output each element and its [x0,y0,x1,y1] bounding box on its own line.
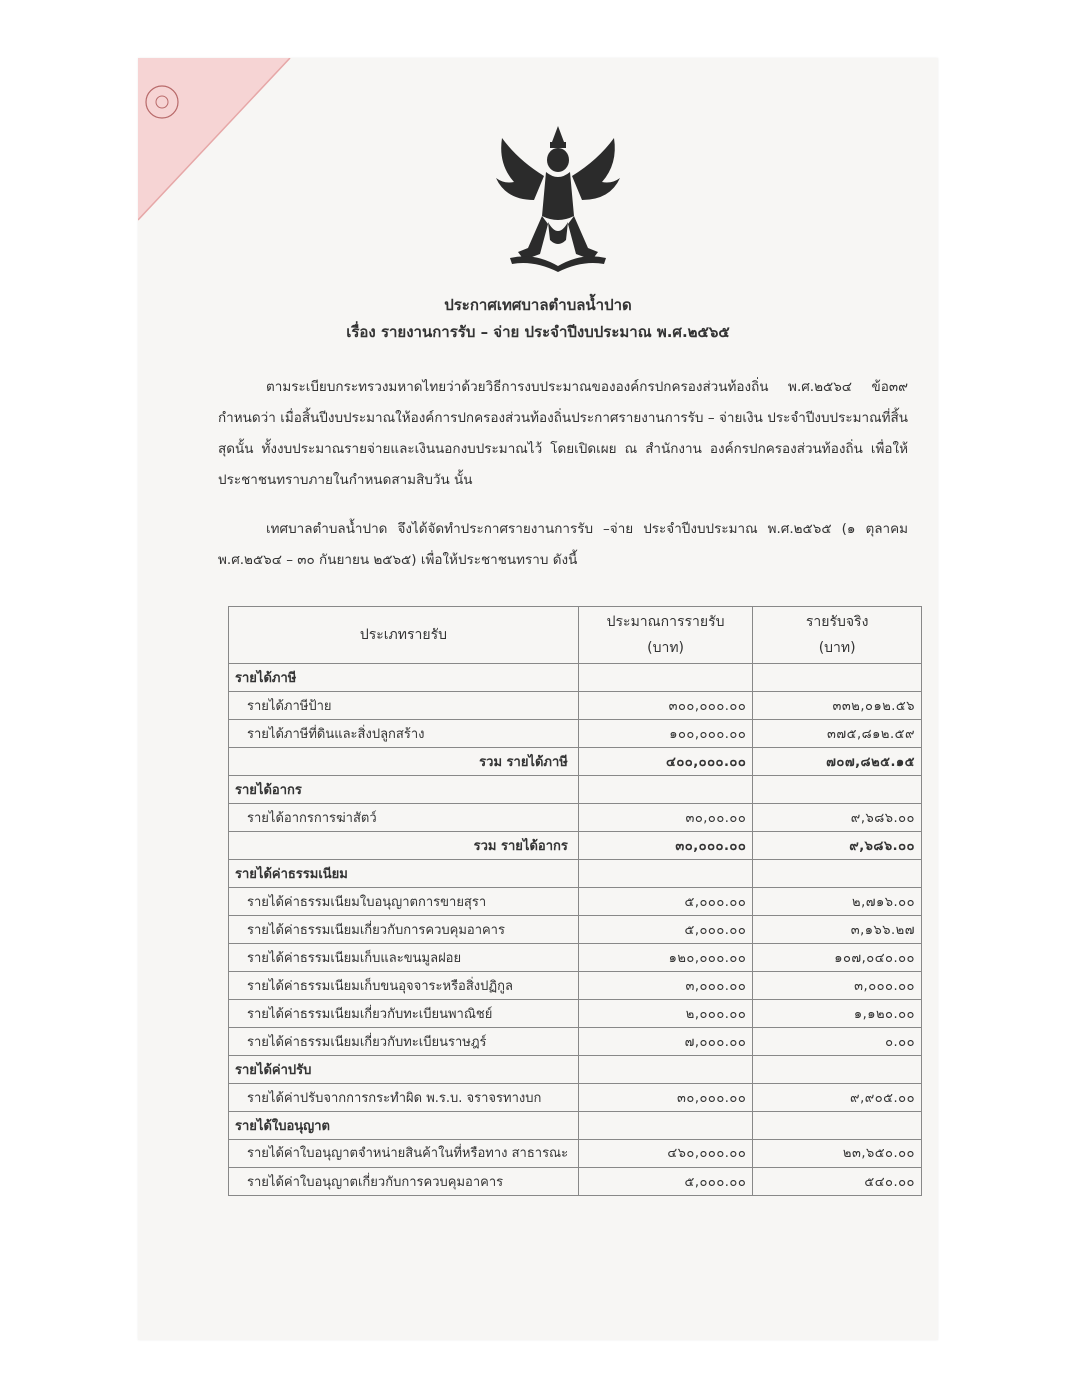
table-row [229,1084,922,1112]
row-label: รายได้ภาษีป้าย [229,692,579,720]
row-estimate: ๒,๐๐๐.๐๐ [578,1000,752,1028]
row-label: รายได้ค่าธรรมเนียมเกี่ยวกับทะเบียนราษฎร์ [229,1028,579,1056]
revenue-table [228,606,922,1196]
header-revenue-type: ประเภทรายรับ [229,607,579,664]
row-label: รายได้อากร [229,776,579,804]
body-paragraph-2: เทศบาลตำบลน้ำปาด จึงได้จัดทำประกาศรายงานการรับ –จ่าย ประจำปีงบประมาณ พ.ศ.๒๕๖๕ (๑ ตุลาคม พ.ศ.๒๕๖๔ – ๓๐ กันยายน ๒๕๖๕) เพื่อให้ประชาชนทราบ ดังนี้ [218,521,908,568]
row-label: รายได้ค่าธรรมเนียมเก็บขนอุจจาระหรือสิ่งปฏิกูล [229,972,579,1000]
row-label: รายได้ภาษี [229,664,579,692]
header-actual [753,607,922,664]
row-actual [753,1056,922,1084]
table-row [229,804,922,832]
table-row [229,1056,922,1084]
row-actual: ๒๓,๖๕๐.๐๐ [753,1140,922,1168]
row-actual: ๓,๐๐๐.๐๐ [753,972,922,1000]
row-actual [753,860,922,888]
header-estimate-label: ประมาณการรายรับ [606,614,725,630]
row-estimate: ๕,๐๐๐.๐๐ [578,1168,752,1196]
row-actual: ๙,๖๘๖.๐๐ [753,804,922,832]
row-label: รายได้ค่าธรรมเนียมเกี่ยวกับทะเบียนพาณิชย์ [229,1000,579,1028]
row-actual: ๕๔๐.๐๐ [753,1168,922,1196]
row-estimate: ๓๐,๐๐๐.๐๐ [578,832,752,860]
row-estimate [578,1056,752,1084]
row-actual: ๓๗๕,๘๑๒.๕๙ [753,720,922,748]
row-label: รายได้ค่าใบอนุญาตเกี่ยวกับการควบคุมอาคาร [229,1168,579,1196]
header-actual-label: รายรับจริง [805,614,869,630]
row-estimate: ๓๐,๐๐.๐๐ [578,804,752,832]
row-label: รายได้ค่าธรรมเนียมใบอนุญาตการขายสุรา [229,888,579,916]
table-row [229,692,922,720]
row-estimate [578,1112,752,1140]
header-estimate-unit: (บาท) [647,640,685,656]
table-row [229,748,922,776]
row-estimate: ๓๐๐,๐๐๐.๐๐ [578,692,752,720]
row-estimate [578,860,752,888]
table-row [229,944,922,972]
row-actual: ๓๓๒,๐๑๒.๕๖ [753,692,922,720]
row-actual: ๙,๙๐๕.๐๐ [753,1084,922,1112]
header-actual-unit: (บาท) [818,640,856,656]
row-estimate: ๓๐,๐๐๐.๐๐ [578,1084,752,1112]
table-row [229,1000,922,1028]
department-stamp [138,58,298,228]
table-row [229,1168,922,1196]
row-label: รายได้ค่าใบอนุญาตจำหน่ายสินค้าในที่หรือทาง สาธารณะ [229,1140,579,1168]
body-paragraph-1: ตามระเบียบกระทรวงมหาดไทยว่าด้วยวิธีการงบประมาณขององค์กรปกครองส่วนท้องถิ่น พ.ศ.๒๕๖๔ ข้อ๓๙ กำหนดว่า เมื่อสิ้นปีงบประมาณให้องค์การปกครองส่วนท้องถิ่นประกาศรายงานการรับ – จ่ายเงิน ประจำปีงบประมาณที่สิ้นสุดนั้น ทั้งงบประมาณรายจ่ายและเงินนอกงบประมาณไว้ โดยเปิดเผย ณ สำนักงาน องค์กรปกครองส่วนท้องถิ่น เพื่อให้ประชาชนทราบภายในกำหนดสามสิบวัน นั้น [218,379,908,488]
row-estimate: ๔๖๐,๐๐๐.๐๐ [578,1140,752,1168]
row-actual: ๗๐๗,๘๒๕.๑๕ [753,748,922,776]
table-row [229,1028,922,1056]
row-estimate [578,664,752,692]
row-estimate: ๓,๐๐๐.๐๐ [578,972,752,1000]
row-label: รายได้ภาษีที่ดินและสิ่งปลูกสร้าง [229,720,579,748]
row-estimate: ๑๒๐,๐๐๐.๐๐ [578,944,752,972]
table-row [229,832,922,860]
table-row [229,916,922,944]
row-label: รวม รายได้ภาษี [229,748,579,776]
row-estimate: ๑๐๐,๐๐๐.๐๐ [578,720,752,748]
row-actual: ๑,๑๒๐.๐๐ [753,1000,922,1028]
row-actual: ๓,๑๖๖.๒๗ [753,916,922,944]
row-actual [753,1112,922,1140]
table-row [229,972,922,1000]
row-estimate: ๕,๐๐๐.๐๐ [578,888,752,916]
row-actual [753,664,922,692]
row-estimate: ๕,๐๐๐.๐๐ [578,916,752,944]
table-row [229,720,922,748]
table-row [229,888,922,916]
garuda-emblem-icon [488,120,628,272]
table-row [229,1112,922,1140]
row-label: รวม รายได้อากร [229,832,579,860]
row-label: รายได้อากรการฆ่าสัตว์ [229,804,579,832]
row-label: รายได้ค่าธรรมเนียม [229,860,579,888]
row-actual: ๐.๐๐ [753,1028,922,1056]
row-estimate: ๗,๐๐๐.๐๐ [578,1028,752,1056]
table-row [229,860,922,888]
row-actual: ๙,๖๘๖.๐๐ [753,832,922,860]
row-label: รายได้ค่าธรรมเนียมเกี่ยวกับการควบคุมอาคาร [229,916,579,944]
header-estimate [578,607,752,664]
announcement-title: ประกาศเทศบาลตำบลน้ำปาด [444,296,632,314]
row-estimate: ๔๐๐,๐๐๐.๐๐ [578,748,752,776]
row-actual [753,776,922,804]
table-row [229,1140,922,1168]
row-actual: ๑๐๗,๐๔๐.๐๐ [753,944,922,972]
table-row [229,664,922,692]
row-actual: ๒,๗๑๖.๐๐ [753,888,922,916]
row-label: รายได้ค่าธรรมเนียมเก็บและขนมูลฝอย [229,944,579,972]
table-row [229,776,922,804]
table-header-row [229,607,922,664]
row-estimate [578,776,752,804]
announcement-subject: เรื่อง รายงานการรับ – จ่าย ประจำปีงบประมาณ พ.ศ.๒๕๖๕ [346,323,730,341]
row-label: รายได้ค่าปรับ [229,1056,579,1084]
row-label: รายได้ใบอนุญาต [229,1112,579,1140]
row-label: รายได้ค่าปรับจากการกระทำผิด พ.ร.บ. จราจรทางบก [229,1084,579,1112]
